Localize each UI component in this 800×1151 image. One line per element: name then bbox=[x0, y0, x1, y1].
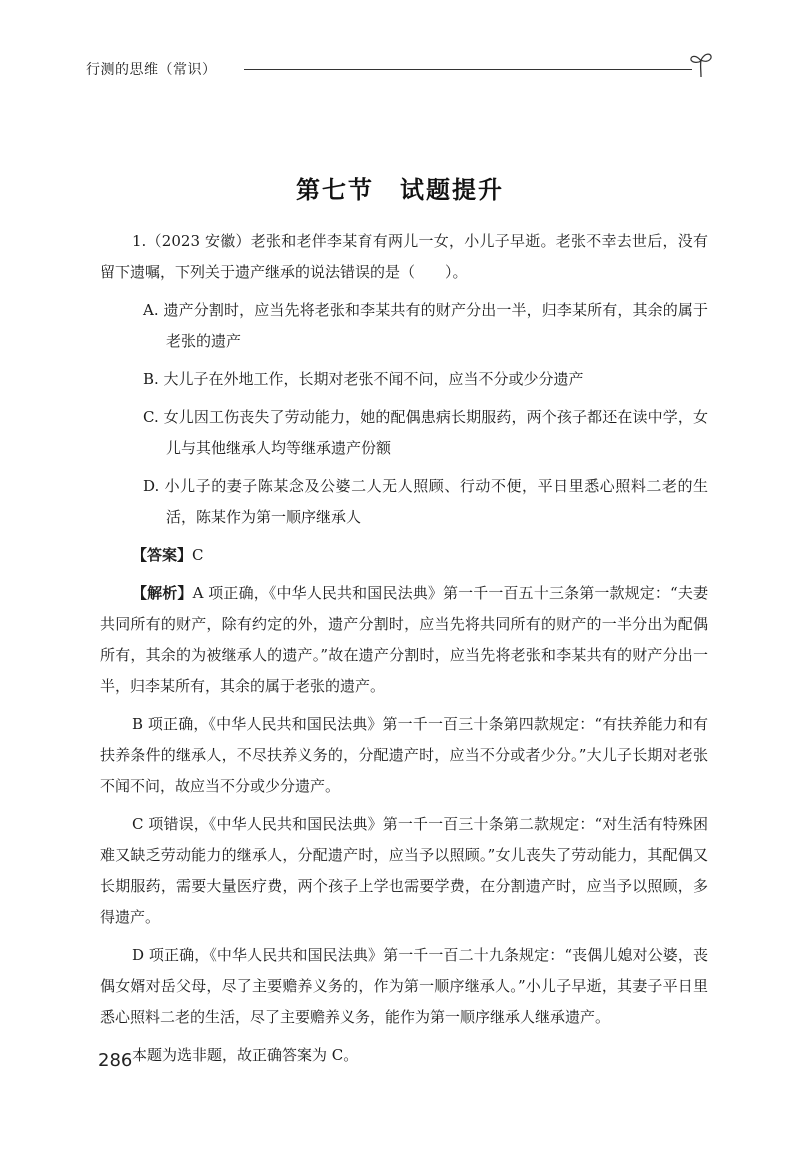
answer-value: C bbox=[192, 546, 204, 564]
header-title: 行测的思维（常识） bbox=[86, 62, 217, 78]
sprout-icon bbox=[688, 50, 714, 78]
header-rule bbox=[244, 69, 692, 70]
answer-line bbox=[100, 540, 708, 571]
conclusion: 本题为选非题，故正确答案为 C。 bbox=[132, 1046, 359, 1064]
analysis-first: A 项正确，《中华人民共和国民法典》第一千一百五十三条第一款规定：“夫妻共同所有的财产，除有约定的外，遗产分割时，应当先将共同所有的财产的一半分出为配偶所有，其余的为被继承人的遗产。”故在遗产分割时，应当先将老张和李某共有的财产分出一半，归李某所有，其余的属于老张的遗产。 bbox=[100, 584, 708, 695]
running-header bbox=[86, 50, 714, 84]
question-stem: 1.（2023 安徽）老张和老伴李某育有两儿一女，小儿子早逝。老张不幸去世后，没有留下遗嘱，下列关于遗产继承的说法错误的是（ ）。 bbox=[100, 232, 708, 281]
option-b: B. 大儿子在外地工作，长期对老张不闻不问，应当不分或少分遗产 bbox=[143, 370, 584, 388]
section-title: 第七节 试题提升 bbox=[296, 176, 504, 204]
analysis-label: 【解析】 bbox=[132, 584, 193, 602]
analysis-paragraph bbox=[100, 578, 708, 702]
analysis-paragraph-b: B 项正确，《中华人民共和国民法典》第一千一百三十条第四款规定：“有扶养能力和有扶养条件的继承人，不尽扶养义务的，分配遗产时，应当不分或者少分。”大儿子长期对老张不闻不问，故应当不分或少分遗产。 bbox=[100, 715, 708, 795]
option-c: C. 女儿因工伤丧失了劳动能力，她的配偶患病长期服药，两个孩子都还在读中学，女儿与其他继承人均等继承遗产份额 bbox=[143, 408, 708, 457]
question-block bbox=[100, 226, 708, 1078]
answer-label: 【答案】 bbox=[132, 546, 193, 564]
page-number: 286 bbox=[98, 1050, 133, 1071]
option-d: D. 小儿子的妻子陈某念及公婆二人无人照顾、行动不便，平日里悉心照料二老的生活，陈某作为第一顺序继承人 bbox=[143, 477, 708, 526]
analysis-paragraph-c: C 项错误，《中华人民共和国民法典》第一千一百三十条第二款规定：“对生活有特殊困难又缺乏劳动能力的继承人，分配遗产时，应当予以照顾。”女儿丧失了劳动能力，其配偶又长期服药，需要大量医疗费，两个孩子上学也需要学费，在分割遗产时，应当予以照顾，多得遗产。 bbox=[100, 815, 708, 926]
option-a: A. 遗产分割时，应当先将老张和李某共有的财产分出一半，归李某所有，其余的属于老张的遗产 bbox=[143, 301, 708, 350]
analysis-paragraph-d: D 项正确，《中华人民共和国民法典》第一千一百二十九条规定：“丧偶儿媳对公婆，丧偶女婿对岳父母，尽了主要赡养义务的，作为第一顺序继承人。”小儿子早逝，其妻子平日里悉心照料二老的生活，尽了主要赡养义务，能作为第一顺序继承人继承遗产。 bbox=[100, 946, 708, 1026]
